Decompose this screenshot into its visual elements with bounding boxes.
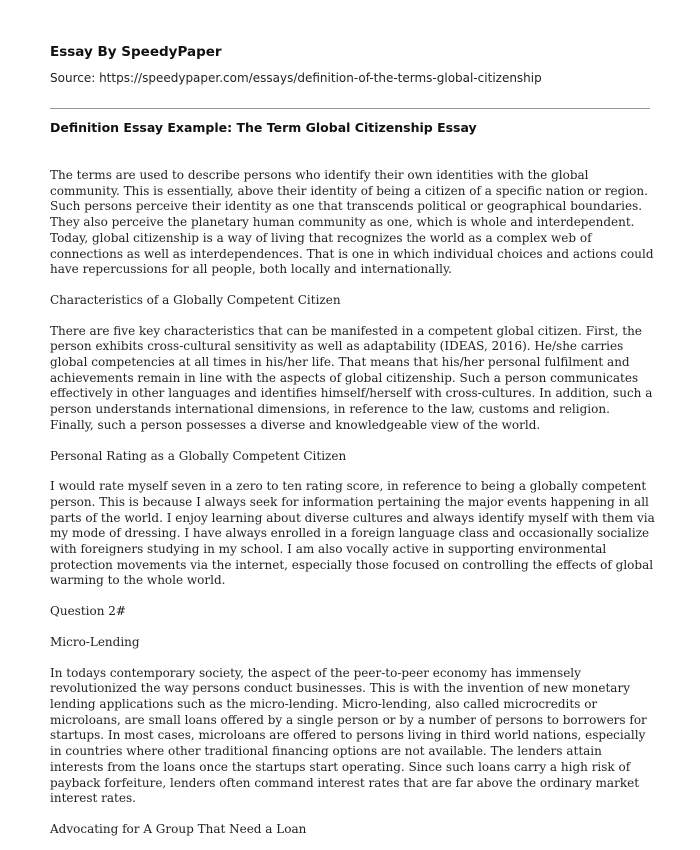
section-heading-advocating: Advocating for A Group That Need a Loan (50, 821, 307, 836)
section-heading-personal-rating: Personal Rating as a Globally Competent Citizen (50, 448, 347, 463)
source-line: Source: https://speedypaper.com/essays/definition-of-the-terms-global-citizenship (50, 71, 542, 85)
paragraph-personal-rating: I would rate myself seven in a zero to ten rating score, in reference to being a globally competent person. This is because I always seek for information pertaining the major events happening in all parts of the world. I enjoy learning about diverse cultures and always identify myself with them via my mode of dressing. I have always enrolled in a foreign language class and occasionally socialize with foreigners studying in my school. I am also vocally active in supporting environmental protection movements via the internet, especially those focused on controlling the effects of global warming to the whole world. (50, 479, 655, 588)
essay-title: Definition Essay Example: The Term Global Citizenship Essay (50, 120, 477, 135)
paragraph-characteristics: There are five key characteristics that can be manifested in a competent global citizen. First, the person exhibits cross-cultural sensitivity as well as adaptability (IDEAS, 2016). He/she carries global competencies at all times in his/her life. That means that his/her personal fulfilment and achievements remain in line with the aspects of global citizenship. Such a person communicates effectively in other languages and identifies himself/herself with cross-cultures. In addition, such a person understands international dimensions, in reference to the law, customs and religion. Finally, such a person possesses a diverse and knowledgeable view of the world. (50, 323, 653, 432)
brand-heading: Essay By SpeedyPaper (50, 44, 222, 60)
header-divider (50, 108, 650, 109)
essay-body (50, 168, 656, 850)
section-heading-characteristics: Characteristics of a Globally Competent Citizen (50, 292, 341, 307)
section-heading-micro-lending: Micro-Lending (50, 634, 140, 649)
paragraph-intro: The terms are used to describe persons who identify their own identities with the global community. This is essentially, above their identity of being a citizen of a specific nation or region. Such persons perceive their identity as one that transcends political or geographical boundaries. They also perceive the planetary human community as one, which is whole and interdependent. Today, global citizenship is a way of living that recognizes the world as a complex web of connections as well as interdependences. That is one in which individual choices and actions could have repercussions for all people, both locally and internationally. (50, 168, 654, 277)
section-heading-question-2: Question 2# (50, 604, 126, 619)
paragraph-micro-lending: In todays contemporary society, the aspect of the peer-to-peer economy has immensely revolutionized the way persons conduct businesses. This is with the invention of new monetary lending applications such as the micro-lending. Micro-lending, also called microcredits or microloans, are small loans offered by a single person or by a number of persons to borrowers for startups. In most cases, microloans are offered to persons living in third world nations, especially in countries where other traditional financing options are not available. The lenders attain interests from the loans once the startups start operating. Since such loans carry a high risk of payback forfeiture, lenders often command interest rates that are far above the ordinary market interest rates. (50, 665, 647, 806)
